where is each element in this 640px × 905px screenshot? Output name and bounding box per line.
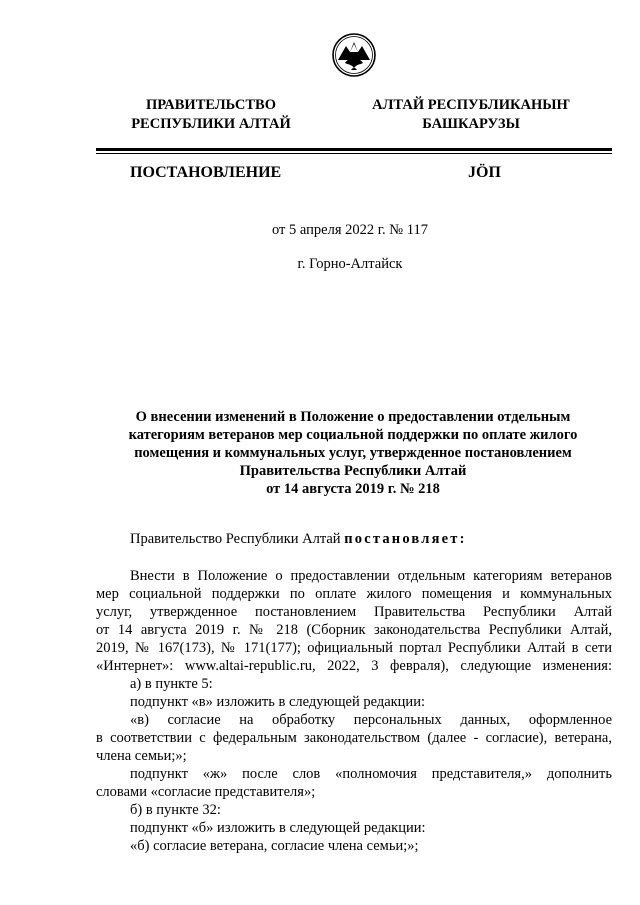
- body-line-15: подпункт «б» изложить в следующей редакции:: [130, 820, 426, 836]
- document-body: [96, 567, 612, 855]
- title-line-5: от 14 августа 2019 г. № 218: [266, 481, 440, 497]
- body-line-6: «Интернет»: www.altai-republic.ru, 2022, 3 февраля), следующие изменения:: [96, 658, 612, 674]
- body-line-16: «б) согласие ветерана, согласие члена семьи;»;: [130, 838, 419, 854]
- header-left-line-2: РЕСПУБЛИКИ АЛТАЙ: [131, 116, 291, 132]
- body-line-2: мер социальной поддержки по оплате жилого помещения и коммунальных: [96, 586, 612, 602]
- header-right-line-1: АЛТАЙ РЕСПУБЛИКАНЫҤ: [372, 97, 570, 113]
- body-line-14: б) в пункте 32:: [130, 802, 221, 818]
- document-title: [106, 408, 600, 498]
- title-line-1: О внесении изменений в Положение о предоставлении отдельным: [135, 409, 571, 425]
- body-line-1: Внести в Положение о предоставлении отдельным категориям ветеранов: [130, 568, 612, 584]
- header-right: [346, 96, 596, 134]
- title-line-2: категориям ветеранов мер социальной поддержки по оплате жилого: [128, 427, 578, 443]
- body-line-4: от 14 августа 2019 г. № 218 (Сборник законодательства Республики Алтай,: [96, 622, 612, 638]
- body-line-3: услуг, утвержденное постановлением Правительства Республики Алтай: [96, 604, 612, 620]
- doc-type-russian: ПОСТАНОВЛЕНИЕ: [130, 164, 282, 181]
- body-line-10: в соответствии с федеральным законодательством (далее - согласие), ветерана,: [96, 730, 612, 746]
- header-left: [86, 96, 336, 134]
- body-line-5: 2019, № 167(173), № 171(177); официальный портал Республики Алтай в сети: [96, 640, 612, 656]
- body-line-8: подпункт «в» изложить в следующей редакции:: [130, 694, 425, 710]
- date-number-line: от 5 апреля 2022 г. № 117: [272, 222, 428, 238]
- government-name: Правительство Республики Алтай: [130, 531, 345, 547]
- body-line-12: подпункт «ж» после слов «полномочия представителя,» дополнить: [130, 766, 612, 782]
- header-left-line-1: ПРАВИТЕЛЬСТВО: [146, 97, 276, 113]
- header-divider-thin: [96, 153, 612, 154]
- body-line-13: словами «согласие представителя»;: [96, 784, 316, 800]
- decree-word: постановляет:: [344, 531, 467, 547]
- body-line-11: члена семьи;»;: [96, 748, 187, 764]
- government-decree-line: [130, 530, 610, 548]
- doc-type-altai: JӦП: [468, 164, 501, 181]
- coat-of-arms-icon: [331, 30, 377, 80]
- body-line-9: «в) согласие на обработку персональных данных, оформленное: [130, 712, 612, 728]
- body-line-7: а) в пункте 5:: [130, 676, 213, 692]
- header-right-line-2: БАШКАРУЗЫ: [422, 116, 520, 132]
- title-line-3: помещения и коммунальных услуг, утвержденное постановлением: [134, 445, 572, 461]
- header-divider-thick: [96, 148, 612, 151]
- city-line: г. Горно-Алтайск: [297, 256, 403, 272]
- title-line-4: Правительства Республики Алтай: [239, 463, 467, 479]
